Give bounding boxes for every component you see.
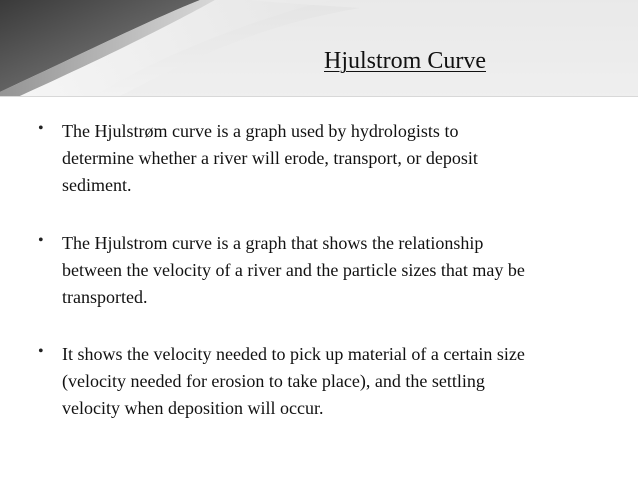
slide-title	[0, 46, 600, 76]
slide-title-text: Hjulstrom Curve	[324, 48, 486, 74]
bullet-text: The Hjulstrom curve is a graph that shows the relationship between the velocity of a river and the particle sizes that may be transported.	[62, 233, 525, 307]
bullet-text: It shows the velocity needed to pick up material of a certain size (velocity needed for erosion to take place), and the settling velocity when deposition will occur.	[62, 344, 525, 418]
bullet-icon: •	[38, 120, 44, 137]
bullet-text: The Hjulstrøm curve is a graph used by hydrologists to determine whether a river will erode, transport, or deposit sediment.	[62, 121, 478, 195]
bullet-icon: •	[38, 232, 44, 249]
header-divider	[0, 96, 638, 97]
bullet-icon: •	[38, 343, 44, 360]
